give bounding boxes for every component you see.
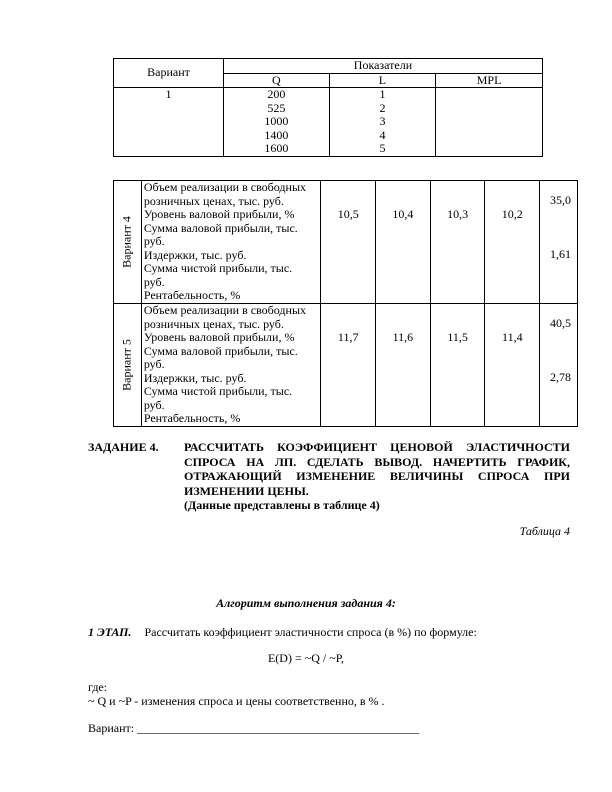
value-text: 11,5 [447,330,468,344]
value-cell [430,181,485,304]
q-value: 200 [267,87,286,101]
value-cell [485,304,540,427]
formula: E(D) = ~Q / ~P, [267,651,345,665]
task-line-1: РАССЧИТАТЬ КОЭФФИЦИЕНТ ЦЕНОВОЙ ЭЛАСТИЧНОСТИ [184,440,570,454]
table-caption: Таблица 4 [519,524,570,538]
value-cell [321,181,376,304]
q-value: 1400 [264,127,289,142]
task-line-3: ОТРАЖАЮЩИЙ ИЗМЕНЕНИЕ ВЕЛИЧИНЫ СПРОСА ПРИ [184,469,570,483]
variants-table [113,180,578,427]
q-value: 525 [267,100,286,115]
value-text: 11,6 [392,330,414,344]
value-cell [376,181,431,304]
last-value-cell [540,304,578,427]
variant-label: Вариант 5 [119,339,134,391]
l-value: 2 [379,100,386,115]
stage-1-label: 1 ЭТАП. [88,625,132,639]
l-value: 4 [379,127,386,142]
desc-line: розничных ценах, тыс. руб. [143,316,284,331]
header-l: L [329,73,435,88]
table-row [114,181,578,304]
value-text: 11,4 [502,330,523,344]
algorithm-title: Алгоритм выполнения задания 4: [216,596,396,610]
value-cell [430,304,485,427]
header-q: Q [223,73,329,88]
desc-line: Рентабельность, % [143,411,241,425]
desc-line: Сумма валовой прибыли, тыс. [143,343,298,358]
value-text: 10,4 [392,207,414,221]
task-line-4: ИЗМЕНЕНИИ ЦЕНЫ. [184,483,309,498]
task-heading [88,440,570,513]
variant-label-cell [114,181,142,304]
q-value: 1000 [264,114,289,128]
desc-line: Уровень валовой прибыли, % [143,330,295,344]
l-value: 5 [379,141,386,155]
value-cell [376,304,431,427]
desc-line: руб. [143,357,165,371]
l-values-cell [329,88,435,157]
q-value: 1600 [264,141,289,155]
desc-line: розничных ценах, тыс. руб. [143,193,284,208]
description-cell [141,181,321,304]
header-mpl: MPL [436,73,543,88]
table-row [114,304,578,427]
variant-cell: 1 [114,88,224,157]
value-text: 11,7 [337,330,359,344]
task-line-2: СПРОСА НА ЛП. СДЕЛАТЬ ВЫВОД. НАЧЕРТИТЬ ГРАФИК, [184,454,570,469]
variant-label: Вариант 4 [119,216,134,268]
desc-line: Сумма чистой прибыли, тыс. [143,384,293,398]
desc-line: Издержки, тыс. руб. [143,370,247,385]
indicators-table [113,58,543,157]
value-text: 10,2 [501,207,523,221]
value-text: 40,5 [550,316,571,330]
description-cell [141,304,321,427]
l-value: 1 [379,87,386,101]
stage-1-text: Рассчитать коэффициент эластичности спроса (в %) по формуле: [144,625,477,639]
where-label: где: [88,680,108,694]
value-cell [485,181,540,304]
desc-line: руб. [143,234,165,248]
value-cell [321,304,376,427]
q-values-cell [223,88,329,157]
where-text: ~ Q и ~P - изменения спроса и цены соответственно, в % . [88,694,385,708]
desc-line: Объем реализации в свободных [143,180,307,194]
stage-1 [88,625,477,640]
value-text: 2,78 [550,370,571,384]
task-line-5: (Данные представлены в таблице 4) [184,498,380,512]
desc-line: Уровень валовой прибыли, % [143,207,295,221]
desc-line: Рентабельность, % [143,288,241,302]
task-label: ЗАДАНИЕ 4. [88,440,159,454]
value-text: 1,61 [550,247,571,261]
last-value-cell [540,181,578,304]
value-text: 35,0 [550,193,571,207]
header-indicators: Показатели [223,59,542,74]
variant-line: Вариант: _______________________________________________ [88,721,420,735]
desc-line: Сумма чистой прибыли, тыс. [143,261,293,275]
value-text: 10,5 [337,207,359,221]
desc-line: руб. [143,397,165,412]
header-variant: Вариант [114,59,224,88]
variant-label-cell [114,304,142,427]
desc-line: Издержки, тыс. руб. [143,247,247,262]
l-value: 3 [379,114,386,128]
mpl-values-cell [436,88,543,157]
desc-line: Сумма валовой прибыли, тыс. [143,220,298,235]
value-text: 10,3 [447,207,469,221]
desc-line: Объем реализации в свободных [143,303,307,317]
desc-line: руб. [143,274,165,289]
